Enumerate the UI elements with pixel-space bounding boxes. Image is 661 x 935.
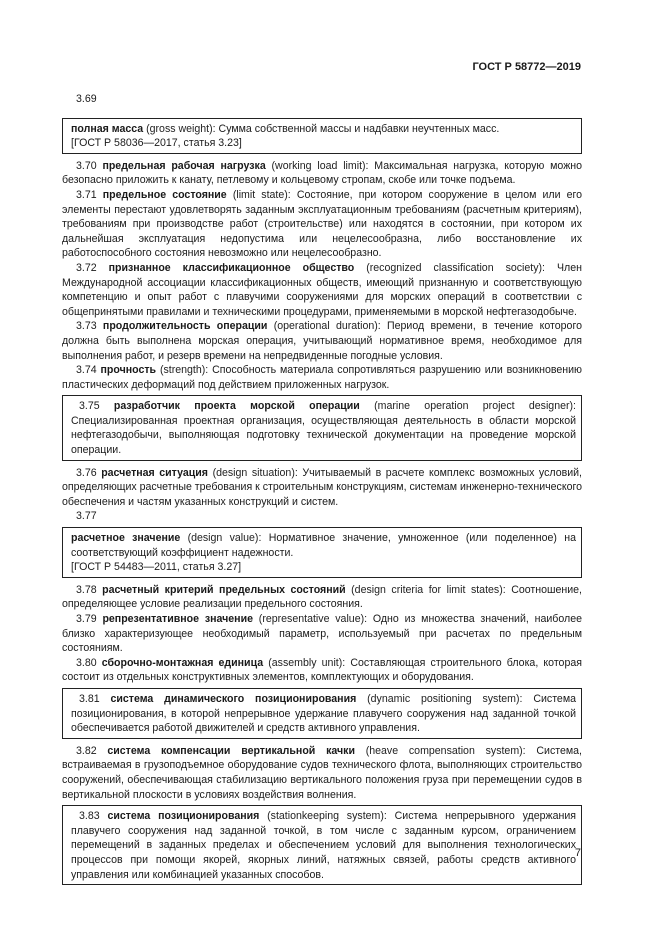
term-definition: Специализированная проектная организация, осуществляющая деятельность в области морской нефтегазодобычи, выполняющая подготовку технической документации на проведение морской операции. xyxy=(71,414,576,457)
term-definition: Система позиционирования, в которой непрерывное удержание плавучего сооружения над заданной точкой обеспечивается работой движителей и средств активного управления. xyxy=(71,692,576,735)
term-title: полная масса xyxy=(71,122,144,135)
term-number: 3.71 xyxy=(76,188,97,201)
term-english: (representative value): xyxy=(258,613,368,625)
term-english: (stationkeeping system): xyxy=(267,810,387,823)
term-title: предельная рабочая нагрузка xyxy=(102,159,266,172)
term-reference: [ГОСТ Р 58036—2017, статья 3.23] xyxy=(71,137,242,150)
term-english: (recognized classification society): xyxy=(366,261,546,274)
term-number: 3.75 xyxy=(79,400,100,413)
term-3-72 xyxy=(62,261,582,319)
term-definition: Член Международной ассоциации классификационных обществ, имеющий признанную и соответствующую компетенцию и опыт работ с плавучими сооружениями для морских операций в соответствии с общепринятыми правилами и техническими процедурами, применяемыми в морской нефтегазодобыче. xyxy=(62,261,582,318)
term-definition: Учитываемый в расчете комплекс возможных условий, определяющих расчетные требования к строительным конструкциям, системам инженерно-технического обеспечения и частям указанных конструкций и систем. xyxy=(62,466,583,508)
term-english: (limit state): xyxy=(232,188,291,201)
term-english: (design value): xyxy=(187,532,262,545)
page-number: 7 xyxy=(574,847,581,859)
term-title: система позиционирования xyxy=(107,810,260,823)
term-definition: Соотношение, определяющее условие реализации предельного состояния. xyxy=(62,583,582,611)
term-english: (design criteria for limit states): xyxy=(351,583,506,596)
boxed-term-3-69 xyxy=(62,118,582,154)
boxed-term-3-83 xyxy=(62,805,582,885)
term-number: 3.82 xyxy=(76,744,97,757)
boxed-term-3-77 xyxy=(62,527,582,578)
term-number-3-77: 3.77 xyxy=(76,510,97,523)
term-3-73 xyxy=(62,319,582,363)
term-number: 3.78 xyxy=(76,583,97,596)
term-definition: Составляющая строительного блока, которая состоит из отдельных конструктивных элементов, комплектующих и оборудования. xyxy=(62,656,582,684)
spacer xyxy=(62,107,582,115)
term-3-80 xyxy=(62,656,582,685)
term-title: расчетный критерий предельных состояний xyxy=(102,583,346,596)
term-title: расчетное значение xyxy=(71,532,181,545)
term-title: система компенсации вертикальной качки xyxy=(107,744,355,757)
term-3-81 xyxy=(71,692,576,736)
term-number: 3.76 xyxy=(76,466,97,479)
term-definition: Система, встраиваемая в грузоподъемное оборудование судов технического флота, выполняющих строительство сооружений, обеспечивающая стабилизацию вертикального положения груза при перемещении судов в вертикальной плоскости в условиях воздействия волнения. xyxy=(62,744,582,801)
term-3-79 xyxy=(62,612,582,656)
term-title: система динамического позиционирования xyxy=(110,692,357,705)
term-title: предельное состояние xyxy=(102,188,227,201)
term-number: 3.70 xyxy=(76,159,97,172)
term-english: (gross weight): xyxy=(146,122,216,135)
term-3-78 xyxy=(62,583,582,612)
term-title: репрезентативное значение xyxy=(102,613,253,625)
term-3-75 xyxy=(71,399,576,457)
term-definition: Способность материала сопротивляться разрушению или возникновению пластических деформаций под действием приложенных нагрузок. xyxy=(62,364,582,391)
term-title: прочность xyxy=(100,364,157,377)
term-english: (strength): xyxy=(159,364,209,377)
term-3-70 xyxy=(62,159,582,188)
term-title: признанное классификационное общество xyxy=(108,261,355,274)
term-english: (design situation): xyxy=(212,466,298,479)
term-definition: Максимальная нагрузка, которую можно безопасно приложить к канату, петлевому и кольцевому стропам, скобе или точке подъема. xyxy=(62,159,583,187)
document-id: ГОСТ Р 58772—2019 xyxy=(472,61,581,73)
boxed-term-3-81 xyxy=(62,688,582,739)
term-3-82 xyxy=(62,744,582,802)
term-definition: Сумма собственной массы и надбавки неучтенных масс. xyxy=(215,122,500,135)
term-definition: Система непрерывного удержания плавучего сооружения над заданной точкой, в том числе с заданным курсом, ограничением перемещений в заданных пределах и обеспечением условий для выполнения технологических процессов при помощи якорей, якорных линий, натяжных связей, работы средств активного управления или комбинацией указанных способов. xyxy=(71,810,576,881)
term-number: 3.80 xyxy=(76,656,97,669)
boxed-term-3-75 xyxy=(62,395,582,460)
term-title: сборочно-монтажная единица xyxy=(101,656,264,669)
term-definition: Одно из множества значений, наиболее близко характеризующее необходимый параметр, используемый при расчетах по предельным состояниям. xyxy=(62,613,582,655)
term-3-71 xyxy=(62,188,582,261)
term-number: 3.83 xyxy=(79,810,100,823)
term-number: 3.73 xyxy=(76,320,97,333)
term-3-74 xyxy=(62,363,582,392)
term-english: (operational duration): xyxy=(273,320,381,333)
term-number: 3.74 xyxy=(76,364,97,377)
term-english: (dynamic positioning system): xyxy=(367,692,523,705)
term-definition: Нормативное значение, умноженное (или поделенное) на соответствующий коэффициент надежности. xyxy=(71,532,576,559)
term-english: (working load limit): xyxy=(271,159,369,172)
term-number: 3.81 xyxy=(79,692,100,705)
document-body xyxy=(62,92,582,890)
term-definition: Период времени, в течение которого должна быть выполнена морская операция, учитывающий нормативное время, необходимое для выполнения работ, и резерв времени на непредвиденные погодные условия. xyxy=(62,320,582,362)
term-3-77 xyxy=(71,531,576,560)
term-english: (marine operation project designer): xyxy=(374,400,576,413)
term-number: 3.79 xyxy=(76,613,97,625)
term-title: продолжительность операции xyxy=(102,320,268,333)
term-title: расчетная ситуация xyxy=(101,466,208,479)
term-english: (assembly unit): xyxy=(268,656,346,669)
term-title: разработчик проекта морской операции xyxy=(113,400,360,413)
term-reference: [ГОСТ Р 54483—2011, статья 3.27] xyxy=(71,561,242,574)
term-3-69 xyxy=(71,122,576,137)
term-number: 3.72 xyxy=(76,261,97,274)
term-3-83 xyxy=(71,809,576,882)
term-number-3-69: 3.69 xyxy=(76,93,97,105)
term-definition: Состояние, при котором сооружение в целом или его элементы перестают удовлетворять заданным эксплуатационным требованиям (расчетным критериям), требованиям при производстве работ (строительстве) или находятся в состоянии, при котором их дальнейшая эксплуатация недопустима или нецелесообразна, либо восстановление их работоспособного состояния невозможно или нецелесообразно. xyxy=(62,188,582,260)
term-english: (heave compensation system): xyxy=(365,744,526,757)
term-3-76 xyxy=(62,466,582,510)
